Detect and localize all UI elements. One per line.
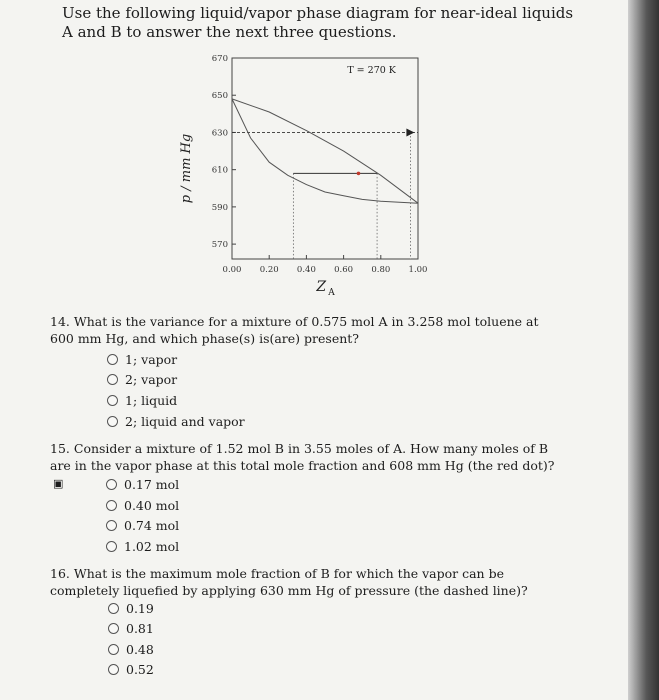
radio-button[interactable] — [106, 541, 117, 552]
radio-button[interactable] — [106, 500, 117, 511]
option-label: 1; liquid — [125, 393, 178, 408]
y-tick-label: 630 — [211, 128, 228, 139]
q16-option-2[interactable] — [108, 620, 154, 637]
q14-option-2[interactable] — [107, 371, 177, 388]
question-16-text: What is the maximum mole fraction of B for which the vapor can be completely liquefied by applying 630 mm Hg of pressure (the dashed line)? — [50, 566, 528, 598]
x-tick-label: 0.40 — [296, 265, 316, 275]
x-tick-label: 1.00 — [408, 265, 428, 275]
y-tick-label: 590 — [211, 202, 228, 213]
x-axis-label: Z — [316, 279, 327, 295]
q15-option-1[interactable] — [106, 476, 179, 493]
radio-button[interactable] — [107, 416, 118, 427]
radio-button[interactable] — [108, 623, 119, 634]
option-label: 0.40 mol — [124, 498, 180, 513]
vapor-curve — [232, 99, 418, 203]
y-tick-label: 610 — [211, 165, 228, 176]
option-label: 0.81 — [126, 621, 154, 636]
x-axis-label-subscript: A — [328, 288, 335, 298]
radio-button[interactable] — [106, 479, 117, 490]
question-14 — [50, 313, 565, 347]
radio-button[interactable] — [108, 603, 119, 614]
q15-option-2[interactable] — [106, 497, 179, 514]
arrow-marker — [406, 128, 414, 136]
q15-option-4[interactable] — [106, 538, 179, 555]
radio-button[interactable] — [107, 395, 118, 406]
x-tick-label: 0.80 — [371, 265, 391, 275]
radio-button[interactable] — [106, 520, 117, 531]
option-label: 0.52 — [126, 662, 154, 677]
radio-button[interactable] — [108, 664, 119, 675]
y-tick-label: 650 — [211, 91, 228, 102]
question-15-text: Consider a mixture of 1.52 mol B in 3.55 moles of A. How many moles of B are in the vapor phase at this total mole fraction and 608 mm Hg (the red dot)? — [50, 441, 555, 473]
question-16 — [50, 565, 565, 599]
x-tick-label: 0.20 — [259, 265, 279, 275]
plot-frame — [232, 58, 418, 259]
intro-text: Use the following liquid/vapor phase diagram for near-ideal liquids A and B to answer the next three questions. — [62, 4, 574, 41]
option-label: 2; liquid and vapor — [125, 414, 245, 429]
q16-option-1[interactable] — [108, 600, 154, 617]
x-tick-label: 0.00 — [222, 265, 242, 275]
x-tick-label: 0.60 — [334, 265, 354, 275]
option-label: 0.19 — [126, 601, 154, 616]
q15-option-3[interactable] — [106, 517, 179, 534]
phase-diagram-chart — [160, 48, 460, 300]
option-label: 1; vapor — [125, 352, 178, 367]
red-dot-marker — [357, 172, 361, 176]
radio-button[interactable] — [107, 354, 118, 365]
radio-button[interactable] — [107, 374, 118, 385]
option-label: 0.48 — [126, 642, 154, 657]
question-14-number: 14. — [50, 314, 70, 329]
page-edge-shadow — [628, 0, 659, 700]
y-axis-label: p / mm Hg — [179, 133, 194, 204]
y-tick-label: 570 — [211, 240, 228, 251]
option-label: 1.02 mol — [124, 539, 180, 554]
q14-option-3[interactable] — [107, 392, 177, 409]
temperature-label: T = 270 K — [347, 65, 396, 76]
question-15-number: 15. — [50, 441, 70, 456]
question-16-number: 16. — [50, 566, 70, 581]
option-label: 2; vapor — [125, 372, 178, 387]
image-placeholder-icon: ▣ — [53, 477, 64, 490]
y-tick-label: 670 — [211, 54, 228, 64]
radio-button[interactable] — [108, 644, 119, 655]
option-label: 0.74 mol — [124, 518, 180, 533]
liquid-curve — [232, 99, 418, 203]
option-label: 0.17 mol — [124, 477, 180, 492]
q14-option-1[interactable] — [107, 351, 177, 368]
q16-option-4[interactable] — [108, 661, 154, 678]
question-14-text: What is the variance for a mixture of 0.575 mol A in 3.258 mol toluene at 600 mm Hg, and which phase(s) is(are) present? — [50, 314, 539, 346]
q16-option-3[interactable] — [108, 641, 154, 658]
q14-option-4[interactable] — [107, 413, 245, 430]
